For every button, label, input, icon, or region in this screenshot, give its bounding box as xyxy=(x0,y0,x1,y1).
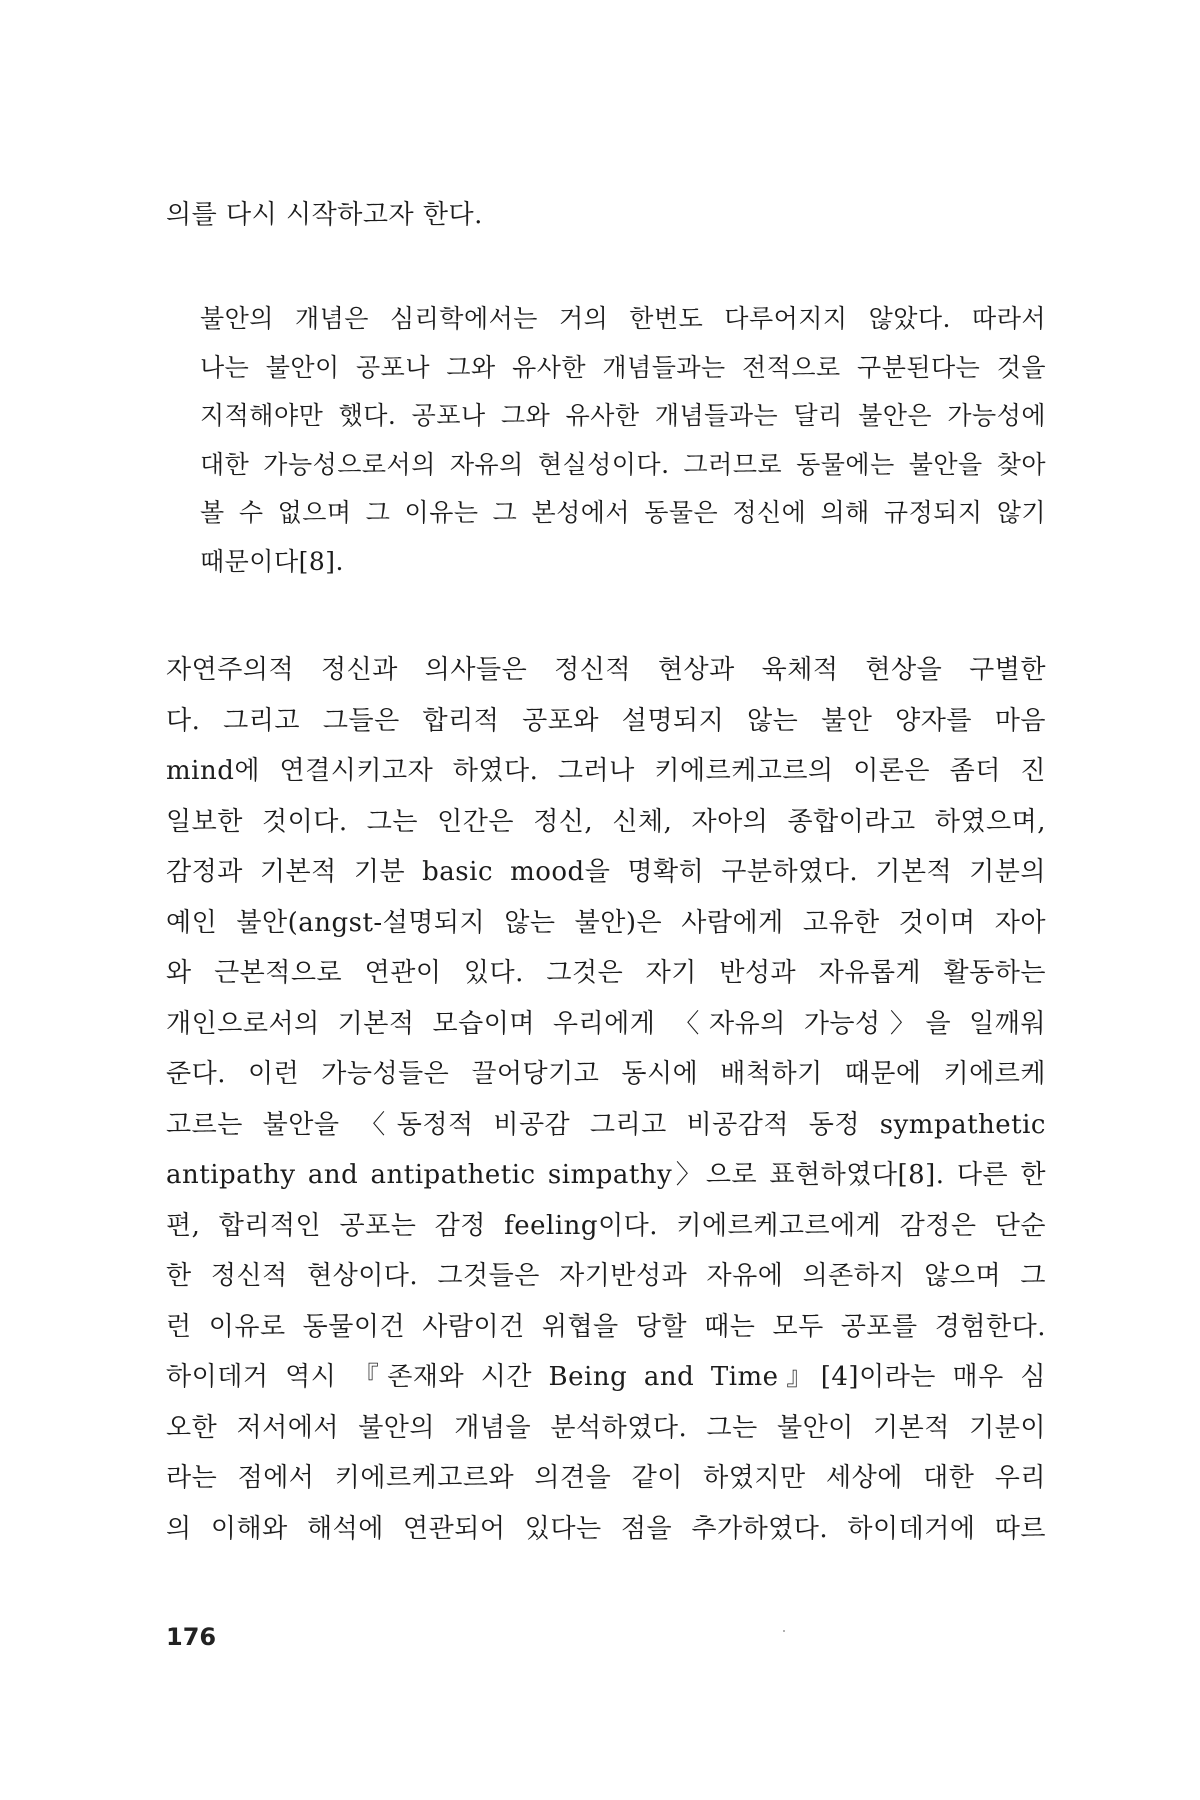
text-line: 때문이다[8]. xyxy=(200,546,344,576)
text-line: 와 근본적으로 연관이 있다. 그것은 자기 반성과 자유롭게 활동하는 xyxy=(166,958,1046,988)
opening-paragraph xyxy=(166,190,1046,241)
text-line: 고르는 불안을 〈동정적 비공감 그리고 비공감적 동정 sympathetic xyxy=(166,1109,1046,1140)
text-line: 예인 불안(angst-설명되지 않는 불안)은 사람에게 고유한 것이며 자아 xyxy=(166,907,1046,938)
text-line: 의를 다시 시작하고자 한다. xyxy=(166,200,483,230)
text-line: 감정과 기본적 기분 basic mood을 명확히 구분하였다. 기본적 기분의 xyxy=(166,857,1046,887)
text-line: 다. 그리고 그들은 합리적 공포와 설명되지 않는 불안 양자를 마음 xyxy=(166,705,1046,736)
text-line: mind에 연결시키고자 하였다. 그러나 키에르케고르의 이론은 좀더 진 xyxy=(166,756,1046,786)
text-line: 볼 수 없으며 그 이유는 그 본성에서 동물은 정신에 의해 규정되지 않기 xyxy=(200,498,1046,527)
scan-speck xyxy=(783,1630,785,1632)
text-line: 오한 저서에서 불안의 개념을 분석하였다. 그는 불안이 기본적 기분이 xyxy=(166,1412,1046,1443)
text-line: 일보한 것이다. 그는 인간은 정신, 신체, 자아의 종합이라고 하였으며, xyxy=(166,806,1046,837)
text-line: 의 이해와 해석에 연관되어 있다는 점을 추가하였다. 하이데거에 따르 xyxy=(166,1513,1046,1544)
text-line: 편, 합리적인 공포는 감정 feeling이다. 키에르케고르에게 감정은 단순 xyxy=(166,1210,1046,1241)
text-line: 지적해야만 했다. 공포나 그와 유사한 개념들과는 달리 불안은 가능성에 xyxy=(200,401,1046,430)
text-line: 하이데거 역시 『존재와 시간 Being and Time』[4]이라는 매우 심 xyxy=(166,1362,1046,1392)
text-line: 대한 가능성으로서의 자유의 현실성이다. 그러므로 동물에는 불안을 찾아 xyxy=(200,449,1046,479)
text-line: 불안의 개념은 심리학에서는 거의 한번도 다루어지지 않았다. 따라서 xyxy=(200,304,1046,333)
quote-paragraph xyxy=(200,295,1046,586)
text-line: 나는 불안이 공포나 그와 유사한 개념들과는 전적으로 구분된다는 것을 xyxy=(200,352,1046,382)
text-line: 개인으로서의 기본적 모습이며 우리에게 〈자유의 가능성〉을 일깨워 xyxy=(166,1008,1046,1039)
text-line: 라는 점에서 키에르케고르와 의견을 같이 하였지만 세상에 대한 우리 xyxy=(166,1463,1046,1493)
text-line: 준다. 이런 가능성들은 끌어당기고 동시에 배척하기 때문에 키에르케 xyxy=(166,1059,1046,1089)
page-number: 176 xyxy=(166,1623,217,1651)
text-line: antipathy and antipathetic simpathy〉으로 표현하였다[8]. 다른 한 xyxy=(166,1160,1046,1190)
main-paragraph xyxy=(166,645,1046,1554)
text-line: 한 정신적 현상이다. 그것들은 자기반성과 자유에 의존하지 않으며 그 xyxy=(166,1261,1046,1291)
text-line: 런 이유로 동물이건 사람이건 위협을 당할 때는 모두 공포를 경험한다. xyxy=(166,1311,1046,1342)
text-line: 자연주의적 정신과 의사들은 정신적 현상과 육체적 현상을 구별한 xyxy=(166,655,1046,685)
